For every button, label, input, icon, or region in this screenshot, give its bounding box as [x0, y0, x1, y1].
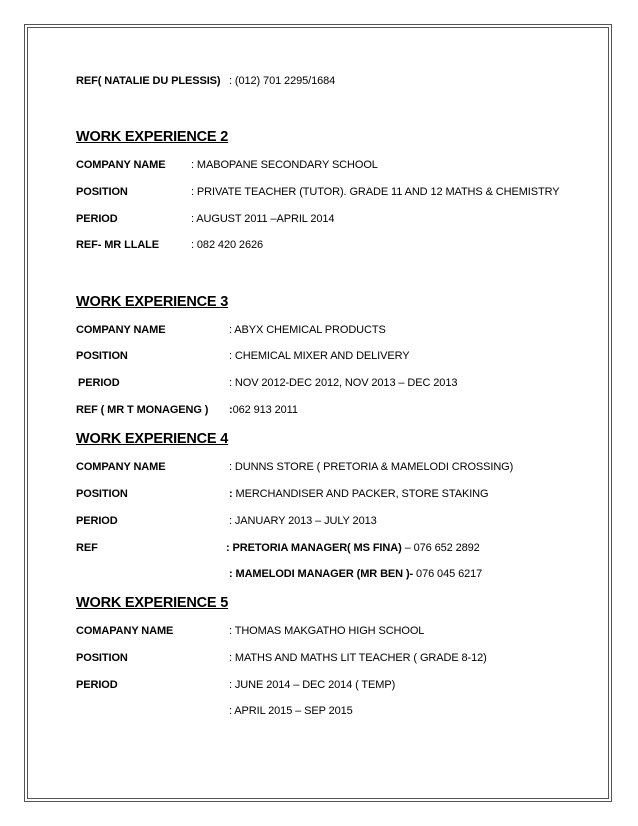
we4-period-label: PERIOD — [76, 515, 118, 527]
we4-ref-mamelodi-number: 076 045 6217 — [413, 568, 483, 580]
we5-position-label: POSITION — [76, 652, 128, 664]
we5-company-label: COMAPANY NAME — [76, 625, 174, 637]
we2-company-label: COMPANY NAME — [76, 159, 166, 171]
we3-period-label: PERIOD — [78, 377, 120, 389]
we2-period-value: : AUGUST 2011 –APRIL 2014 — [191, 213, 335, 225]
we4-company-value: : DUNNS STORE ( PRETORIA & MAMELODI CROSSING) — [229, 461, 514, 473]
we2-company-value: : MABOPANE SECONDARY SCHOOL — [191, 159, 378, 171]
we3-ref-value — [229, 403, 298, 417]
we4-position-colon: : — [229, 488, 233, 500]
we3-position-label: POSITION — [76, 350, 128, 362]
we2-period-label: PERIOD — [76, 213, 118, 225]
we5-position-value: : MATHS AND MATHS LIT TEACHER ( GRADE 8-12) — [229, 652, 487, 664]
we3-position-value: : CHEMICAL MIXER AND DELIVERY — [229, 350, 410, 362]
we4-ref-mamelodi — [229, 567, 482, 581]
we4-ref-pretoria-number: – 076 652 2892 — [401, 542, 480, 554]
we2-position-label: POSITION — [76, 186, 128, 198]
we4-period-value: : JANUARY 2013 – JULY 2013 — [229, 515, 377, 527]
ref-natalie-value: : (012) 701 2295/1684 — [229, 75, 336, 87]
we2-ref-label: REF- MR LLALE — [76, 239, 160, 251]
we4-ref-pretoria — [226, 541, 480, 555]
we3-ref-number: 062 913 2011 — [232, 404, 298, 416]
we4-ref-pretoria-name: : PRETORIA MANAGER( MS FINA) — [226, 542, 402, 554]
we5-period-value-2: : APRIL 2015 – SEP 2015 — [229, 705, 353, 717]
we3-company-label: COMPANY NAME — [76, 324, 166, 336]
work-experience-4-heading: WORK EXPERIENCE 4 — [76, 431, 229, 447]
we4-position-text: MERCHANDISER AND PACKER, STORE STAKING — [232, 488, 489, 500]
work-experience-3-heading: WORK EXPERIENCE 3 — [76, 294, 229, 310]
we3-period-value: : NOV 2012-DEC 2012, NOV 2013 – DEC 2013 — [229, 377, 458, 389]
we3-ref-colon: : — [229, 404, 233, 416]
we4-ref-label: REF — [76, 542, 98, 554]
we5-period-value: : JUNE 2014 – DEC 2014 ( TEMP) — [229, 679, 396, 691]
we5-company-value: : THOMAS MAKGATHO HIGH SCHOOL — [229, 625, 425, 637]
we3-company-value: : ABYX CHEMICAL PRODUCTS — [229, 324, 386, 336]
we4-position-value — [229, 487, 488, 501]
we4-ref-mamelodi-name: : MAMELODI MANAGER (MR BEN )- — [229, 568, 414, 580]
work-experience-2-heading: WORK EXPERIENCE 2 — [76, 129, 229, 145]
we3-ref-label: REF ( MR T MONAGENG ) — [76, 404, 209, 416]
we4-company-label: COMPANY NAME — [76, 461, 166, 473]
we2-ref-value: : 082 420 2626 — [191, 239, 264, 251]
we2-position-value: : PRIVATE TEACHER (TUTOR). GRADE 11 AND 12 MATHS & CHEMISTRY — [191, 186, 560, 198]
we4-position-label: POSITION — [76, 488, 128, 500]
work-experience-5-heading: WORK EXPERIENCE 5 — [76, 595, 229, 611]
we5-period-label: PERIOD — [76, 679, 118, 691]
ref-natalie-label: REF( NATALIE DU PLESSIS) — [76, 75, 221, 87]
